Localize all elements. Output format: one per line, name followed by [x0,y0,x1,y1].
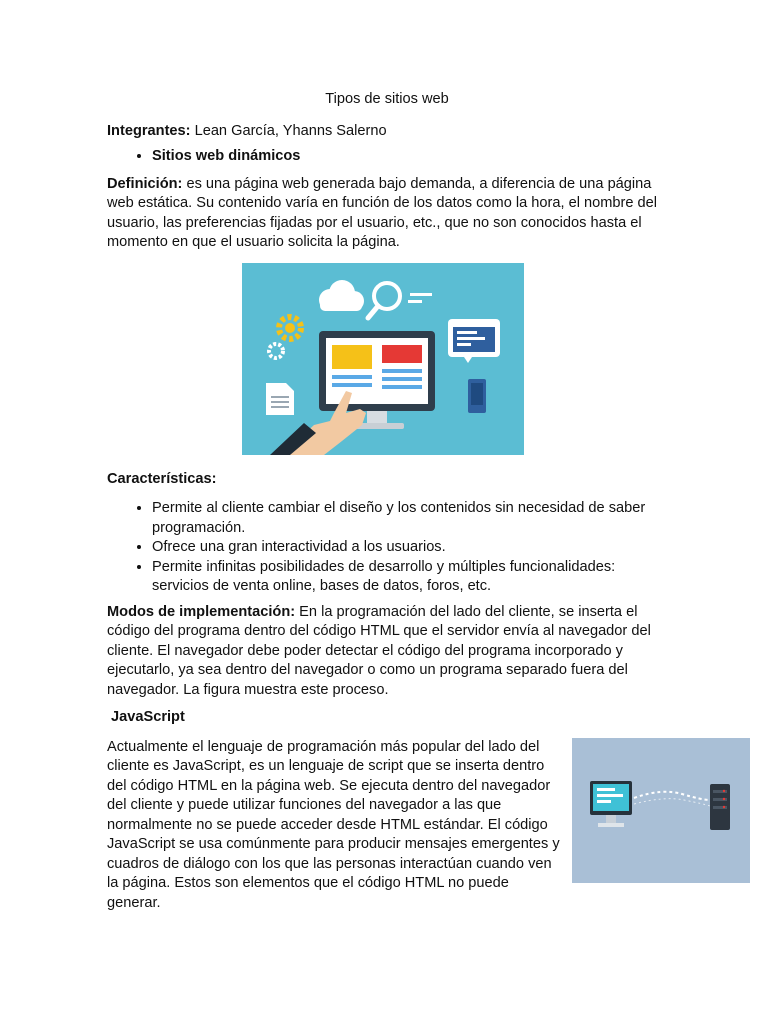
definicion-paragraph [107,175,667,253]
browser-window-icon [448,319,500,363]
integrantes-value: Lean García, Yhanns Salerno [190,122,387,139]
javascript-heading [107,708,667,728]
document-icon [266,383,294,415]
caracteristica-item: • Permite al cliente cambiar el diseño y los contenidos sin necesidad de saber programación. [152,499,667,538]
document-page [107,90,667,918]
modos-text: En la programación del lado del cliente, se inserta el código del programa dentro del código HTML que el servidor envía al navegador del cliente. El navegador debe poder detectar el código del programa incorporado y ejecutarlo, ya sea dentro del navegador o como un programa separado fuera del navegador. La figura muestra este proceso. [107,603,651,698]
section-heading-list [107,147,667,167]
integrantes-label: Integrantes: [107,122,191,139]
client-server-illustration [572,738,750,883]
javascript-label: JavaScript [111,709,185,725]
integrantes-line [107,122,667,142]
dynamic-website-illustration [242,263,524,455]
caracteristicas-label: Características: [107,470,217,487]
definicion-label: Definición: [107,175,183,192]
document-title: Tipos de sitios web [325,91,449,107]
section-heading-item [152,147,667,167]
modos-paragraph [107,603,667,701]
caracteristicas-heading [107,470,667,490]
server-icon [710,784,730,830]
caracteristica-item: • Permite infinitas posibilidades de desarrollo y múltiples funcionalidades: servicios de venta online, bases de datos, foros, etc. [152,558,667,597]
section-heading: Sitios web dinámicos [152,148,301,164]
caracteristicas-list [107,499,667,597]
phone-icon [468,379,486,413]
modos-label: Modos de implementación: [107,603,296,620]
definicion-text: es una página web generada bajo demanda, a diferencia de una página web estática. Su contenido varía en función de los datos como la hora, el nombre del usuario, las preferencias fijadas por el usuario, etc., que no son conocidos hasta el momento en que el usuario solicita la página. [107,175,658,250]
caracteristica-item: • Ofrece una gran interactividad a los usuarios. [152,538,667,558]
javascript-section [107,738,667,918]
javascript-paragraph: Actualmente el lenguaje de programación más popular del lado del cliente es JavaScript, es un lenguaje de script que se inserta dentro del código HTML en la página web. Se ejecuta dentro del navegador del cliente y puede utilizar funciones del navegador a las que normalmente no se puede acceder desde HTML estándar. El código JavaScript se usa comúnmente para producir mensajes emergentes y cuadros de diálogo con los que las personas interactúan cuando ven la página. Estos son elementos que el código HTML no puede generar. [107,738,560,911]
